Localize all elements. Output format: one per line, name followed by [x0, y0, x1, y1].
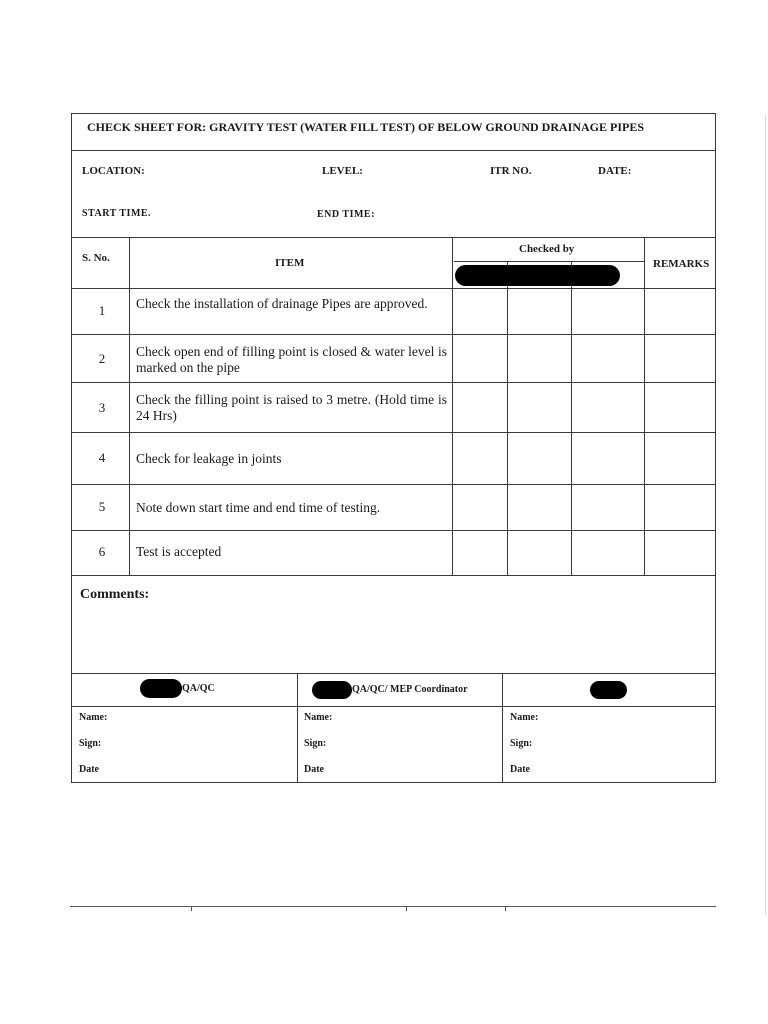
start-time-label: START TIME. — [82, 208, 152, 219]
date-sign-label: Date — [79, 764, 99, 775]
name-label: Name: — [510, 712, 539, 723]
form-title: CHECK SHEET FOR: GRAVITY TEST (WATER FILL TEST) OF BELOW GROUND DRAINAGE PIPES — [87, 120, 645, 134]
redaction-mark — [590, 681, 627, 699]
row-item-text: Check open end of filling point is closed & water level is marked on the pipe — [136, 344, 447, 375]
row-number: 6 — [98, 544, 106, 559]
comments-label: Comments: — [80, 587, 150, 602]
divider — [71, 484, 716, 485]
location-label: LOCATION: — [82, 165, 145, 177]
divider — [71, 288, 716, 289]
column-divider — [452, 237, 453, 575]
sign-col2-title: QA/QC/ MEP Coordinator — [352, 684, 468, 695]
scan-edge — [765, 115, 766, 915]
page-edge-tick — [191, 906, 192, 911]
page-edge-line — [70, 906, 716, 907]
date-label: DATE: — [598, 165, 632, 177]
remarks-header: REMARKS — [653, 258, 710, 270]
row-item-text: Check the installation of drainage Pipes are approved. — [136, 296, 428, 311]
column-divider — [507, 261, 508, 575]
redaction-mark — [312, 681, 352, 699]
divider — [71, 382, 716, 383]
column-divider — [297, 673, 298, 783]
divider — [71, 237, 716, 238]
sno-header: S. No. — [82, 252, 110, 264]
date-sign-label: Date — [304, 764, 324, 775]
divider — [71, 150, 716, 151]
redaction-mark — [140, 679, 182, 698]
page-edge-tick — [505, 906, 506, 911]
row-item-text: Test is accepted — [136, 544, 222, 559]
divider — [71, 575, 716, 576]
name-label: Name: — [79, 712, 108, 723]
redaction-mark — [455, 265, 620, 286]
column-divider — [644, 237, 645, 575]
row-number: 1 — [98, 303, 106, 318]
row-number: 4 — [98, 450, 106, 465]
item-header: ITEM — [275, 257, 305, 269]
sign-label: Sign: — [304, 738, 327, 749]
divider — [71, 334, 716, 335]
sign-label: Sign: — [510, 738, 533, 749]
row-number: 2 — [98, 351, 106, 366]
itr-no-label: ITR NO. — [490, 165, 532, 177]
page-edge-tick — [406, 906, 407, 911]
end-time-label: END TIME: — [317, 209, 375, 220]
name-label: Name: — [304, 712, 333, 723]
divider — [71, 530, 716, 531]
sign-col1-title: QA/QC — [182, 683, 215, 694]
checked-by-header: Checked by — [519, 243, 575, 255]
divider — [71, 673, 716, 674]
date-sign-label: Date — [510, 764, 530, 775]
row-number: 5 — [98, 499, 106, 514]
level-label: LEVEL: — [322, 165, 363, 177]
column-divider — [502, 673, 503, 783]
row-item-text: Check for leakage in joints — [136, 451, 282, 466]
divider — [71, 432, 716, 433]
row-item-text: Check the filling point is raised to 3 metre. (Hold time is 24 Hrs) — [136, 392, 447, 423]
divider — [71, 706, 716, 707]
divider — [454, 261, 644, 262]
row-number: 3 — [98, 400, 106, 415]
column-divider — [571, 261, 572, 575]
sign-label: Sign: — [79, 738, 102, 749]
row-item-text: Note down start time and end time of testing. — [136, 500, 381, 515]
